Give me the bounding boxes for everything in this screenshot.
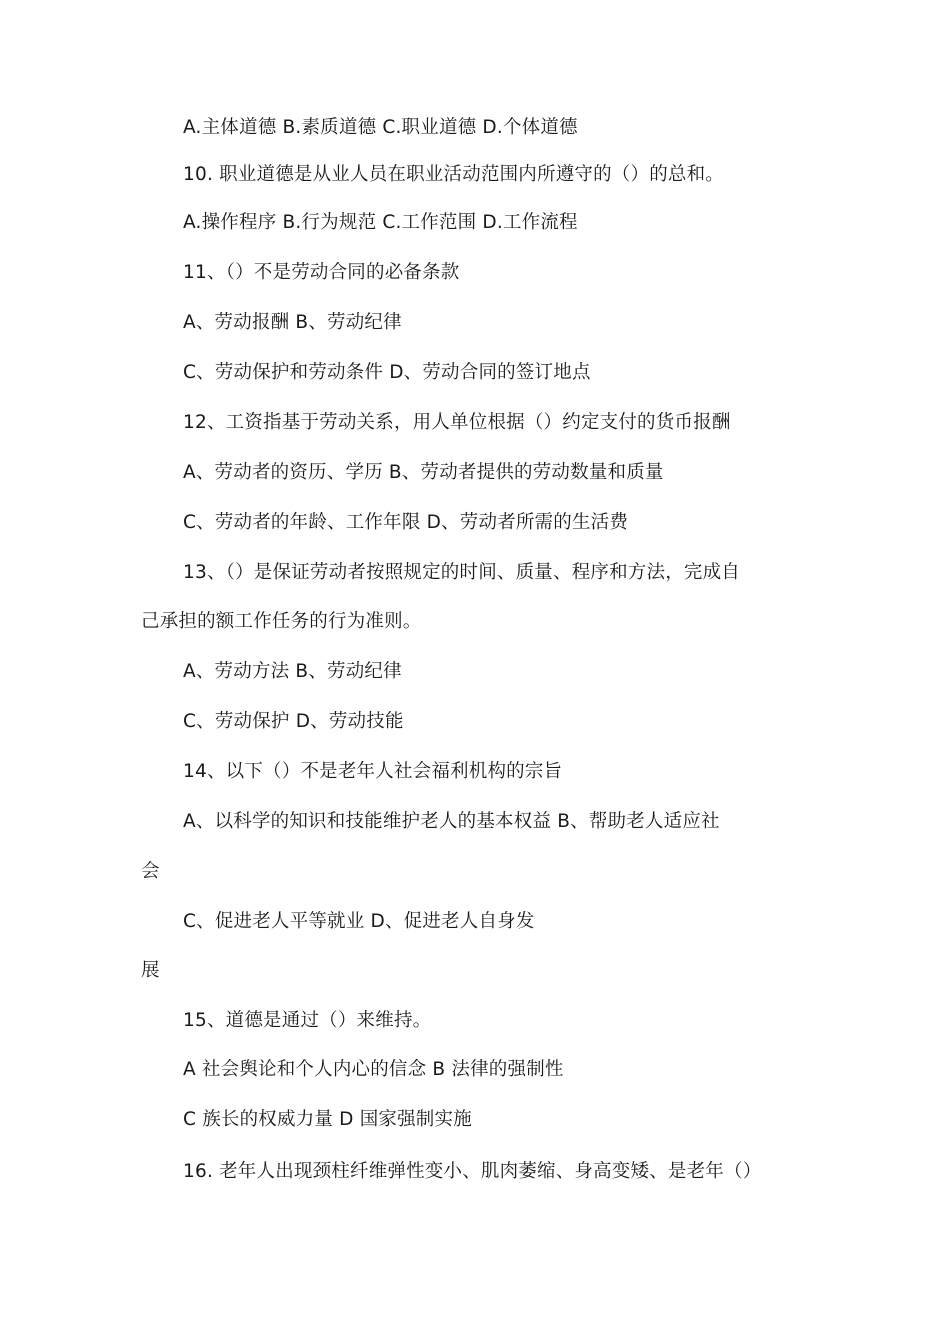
q14-options-cd-continued: 展 [141, 960, 160, 981]
q14-options-cd: C、促进老人平等就业 D、促进老人自身发 [183, 911, 535, 932]
q10-stem: 10. 职业道德是从业人员在职业活动范围内所遵守的（）的总和。 [183, 164, 725, 185]
q11-options-ab: A、劳动报酬 B、劳动纪律 [183, 312, 402, 333]
q9-options: A.主体道德 B.素质道德 C.职业道德 D.个体道德 [183, 117, 578, 138]
q13-stem-continued: 己承担的额工作任务的行为准则。 [141, 611, 422, 632]
q13-stem: 13、（）是保证劳动者按照规定的时间、质量、程序和方法，完成自 [183, 562, 740, 583]
q11-options-cd: C、劳动保护和劳动条件 D、劳动合同的签订地点 [183, 362, 591, 383]
q11-stem: 11、（）不是劳动合同的必备条款 [183, 262, 460, 283]
q15-stem: 15、道德是通过（）来维持。 [183, 1010, 432, 1031]
q15-options-cd: C 族长的权威力量 D 国家强制实施 [183, 1109, 472, 1130]
q16-stem: 16. 老年人出现颈柱纤维弹性变小、肌肉萎缩、身高变矮、是老年（） [183, 1161, 762, 1182]
q12-stem: 12、工资指基于劳动关系，用人单位根据（）约定支付的货币报酬 [183, 412, 731, 433]
q14-options-ab: A、以科学的知识和技能维护老人的基本权益 B、帮助老人适应社 [183, 811, 720, 832]
q12-options-cd: C、劳动者的年龄、工作年限 D、劳动者所需的生活费 [183, 512, 629, 533]
q13-options-cd: C、劳动保护 D、劳动技能 [183, 711, 404, 732]
q10-options: A.操作程序 B.行为规范 C.工作范围 D.工作流程 [183, 212, 578, 233]
q15-options-ab: A 社会舆论和个人内心的信念 B 法律的强制性 [183, 1059, 564, 1080]
q12-options-ab: A、劳动者的资历、学历 B、劳动者提供的劳动数量和质量 [183, 462, 664, 483]
q13-options-ab: A、劳动方法 B、劳动纪律 [183, 661, 402, 682]
q14-options-ab-continued: 会 [141, 861, 160, 882]
q14-stem: 14、以下（）不是老年人社会福利机构的宗旨 [183, 761, 563, 782]
